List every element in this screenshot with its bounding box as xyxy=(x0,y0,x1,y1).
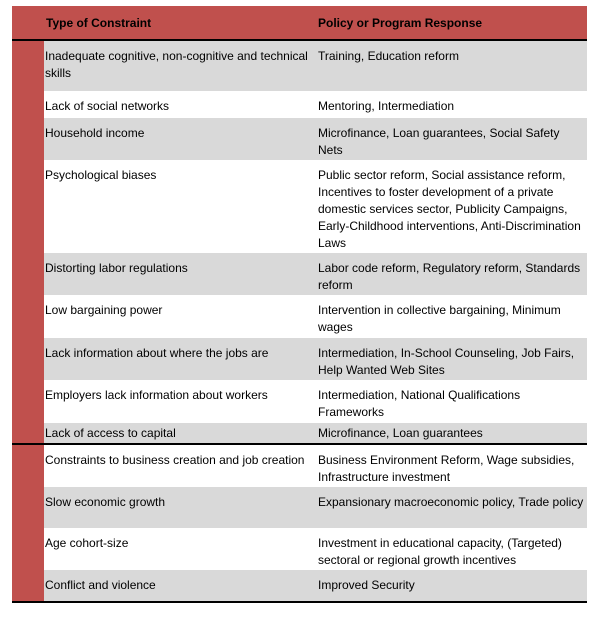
table-row xyxy=(44,570,587,601)
response-cell: Intermediation, National Qualifications Frameworks xyxy=(318,388,521,419)
table-row xyxy=(44,253,587,295)
table-row xyxy=(44,338,587,380)
table-row xyxy=(44,528,587,570)
row-group-marker-1 xyxy=(12,41,44,443)
constraint-cell: Constraints to business creation and job creation xyxy=(45,453,305,467)
constraint-cell: Lack of social networks xyxy=(45,99,170,113)
constraint-cell: Conflict and violence xyxy=(45,578,156,592)
constraint-cell: Slow economic growth xyxy=(45,495,166,509)
row-group-marker-2 xyxy=(12,445,44,601)
constraint-cell: Age cohort-size xyxy=(45,536,129,550)
response-cell: Training, Education reform xyxy=(318,49,459,63)
response-cell: Labor code reform, Regulatory reform, Standards reform xyxy=(318,261,581,292)
constraint-cell: Lack of access to capital xyxy=(45,426,176,440)
table-row xyxy=(44,91,587,118)
table-header xyxy=(12,6,587,41)
table-row xyxy=(44,423,587,443)
table-row xyxy=(44,160,587,253)
group-divider xyxy=(12,443,587,445)
header-response: Policy or Program Response xyxy=(318,16,483,30)
response-cell: Mentoring, Intermediation xyxy=(318,99,455,113)
response-cell: Investment in educational capacity, (Targeted) sectoral or regional growth incentives xyxy=(318,536,562,567)
table-row xyxy=(44,487,587,528)
constraint-cell: Low bargaining power xyxy=(45,303,163,317)
constraint-cell: Distorting labor regulations xyxy=(45,261,188,275)
response-cell: Business Environment Reform, Wage subsidies, Infrastructure investment xyxy=(318,453,575,484)
constraint-cell: Lack information about where the jobs are xyxy=(45,346,269,360)
table-row xyxy=(44,41,587,91)
response-cell: Improved Security xyxy=(318,578,415,592)
constraint-cell: Employers lack information about workers xyxy=(45,388,268,402)
constraint-cell: Household income xyxy=(45,126,145,140)
table-row xyxy=(44,118,587,160)
table-row xyxy=(44,445,587,487)
constraints-table xyxy=(12,6,587,603)
response-cell: Microfinance, Loan guarantees xyxy=(318,426,483,440)
response-cell: Expansionary macroeconomic policy, Trade policy xyxy=(318,495,584,509)
response-cell: Public sector reform, Social assistance reform, Incentives to foster development of a private domestic services sector, Publicity Campaigns, Early-Childhood interventions, Anti-Discrimination Laws xyxy=(318,168,581,250)
constraint-cell: Inadequate cognitive, non-cognitive and technical skills xyxy=(45,49,308,80)
response-cell: Microfinance, Loan guarantees, Social Safety Nets xyxy=(318,126,560,157)
table-row xyxy=(44,295,587,338)
table-row xyxy=(44,380,587,423)
response-cell: Intermediation, In-School Counseling, Job Fairs, Help Wanted Web Sites xyxy=(318,346,575,377)
header-constraint: Type of Constraint xyxy=(46,16,152,30)
response-cell: Intervention in collective bargaining, Minimum wages xyxy=(318,303,561,334)
constraint-cell: Psychological biases xyxy=(45,168,157,182)
